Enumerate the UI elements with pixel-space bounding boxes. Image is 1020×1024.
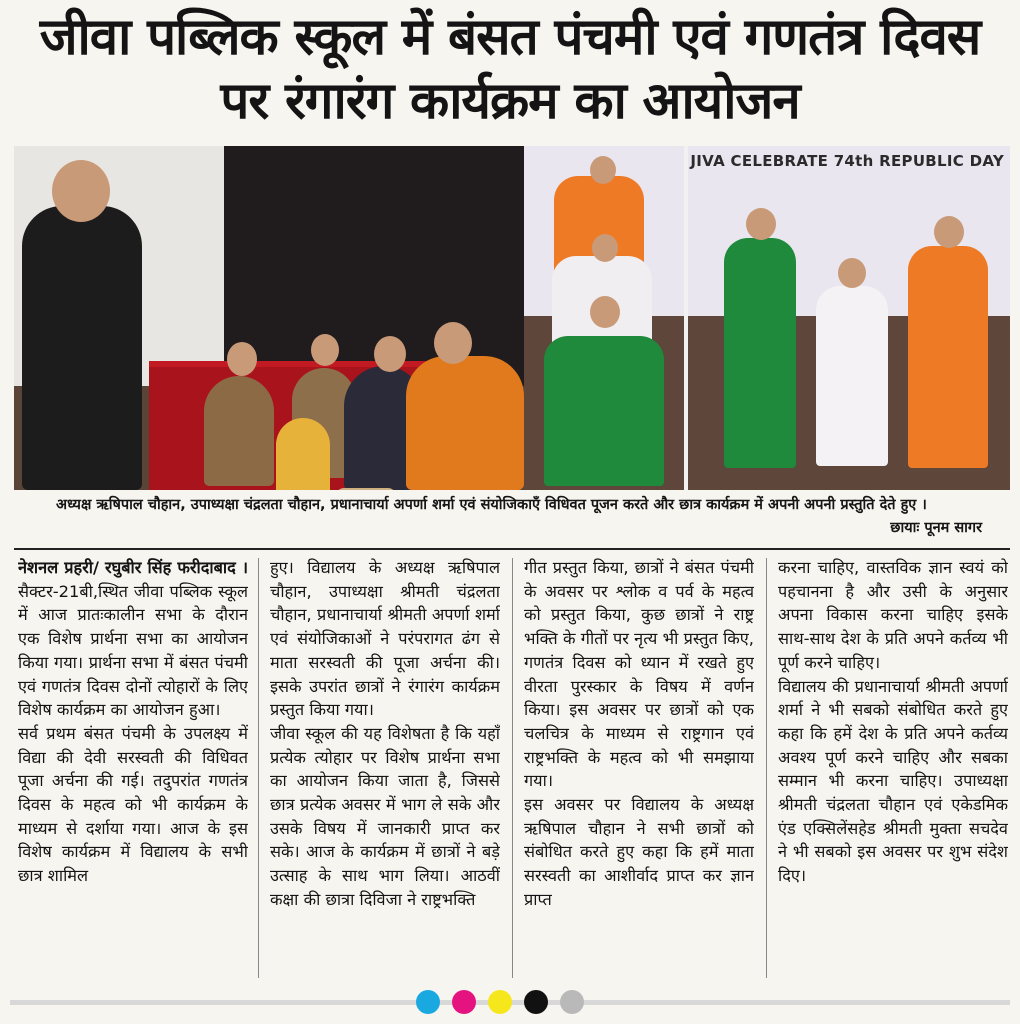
paragraph <box>18 556 248 722</box>
dateline: नेशनल प्रहरी/ रघुबीर सिंह फरीदाबाद । <box>18 558 248 577</box>
paragraph: गीत प्रस्तुत किया, छात्रों ने बंसत पंचमी के अवसर पर श्लोक व पर्व के महत्व को प्रस्तुत किया, कुछ छात्रों ने राष्ट्र भक्ति के गीतों पर नृत्य भी प्रस्तुत किए, गणतंत्र दिवस को ध्यान में रखते हुए वीरता पुरस्कार के विषय में वर्णन किया। इस अवसर पर छात्रों को एक चलचित्र के माध्यम से राष्ट्रगान एवं राष्ट्रभक्ति के महत्व को भी समझाया गया। <box>524 558 754 791</box>
saraswati-idol <box>276 418 330 490</box>
yellow-swatch <box>488 990 512 1014</box>
dancer-green <box>544 336 664 486</box>
person-head <box>374 336 406 372</box>
article-column-1 <box>18 556 248 984</box>
photo-dance-performance <box>524 146 1010 490</box>
headline-line-1: जीवा पब्लिक स्कूल में बंसत पंचमी एवं गणतंत्र दिवस <box>39 8 981 67</box>
dancer-white <box>816 286 888 466</box>
caption-text: अध्यक्ष ऋषिपाल चौहान, उपाध्यक्षा चंद्रलता चौहान, प्रधानाचार्या अपर्णा शर्मा एवं संयोजिकाएँ विधिवत पूजन करते और छात्र कार्यक्रम में अपनी अपनी प्रस्तुति देते हुए । <box>56 497 927 513</box>
paragraph-text: सैक्टर-21बी,स्थित जीवा पब्लिक स्कूल में आज प्रातःकालीन सभा के दौरान एक विशेष प्रार्थना सभा का आयोजन किया गया। प्रार्थना सभा में बंसत पंचमी एवं गणतंत्र दिवस दोनों त्योहारों के लिए विशेष कार्यक्रम का आयोजन हुआ। <box>18 581 248 720</box>
black-swatch <box>524 990 548 1014</box>
paragraph: जीवा स्कूल की यह विशेषता है कि यहाँ प्रत्येक त्योहार पर विशेष प्रार्थना सभा का आयोजन किया जाता है, जिससे छात्र प्रत्येक अवसर में भाग ले सके और उसके विषय में जानकारी प्राप्त कर सके। आज के कार्यक्रम में छात्रों ने बड़े उत्साह के साथ भाग लिया। आठवीं कक्षा की छात्रा दिविजा ने राष्ट्रभक्ति <box>270 723 500 909</box>
article-column-4 <box>778 556 1008 984</box>
headline <box>0 6 1020 134</box>
dancer-orange <box>908 246 988 468</box>
person-principal <box>406 356 524 490</box>
person-head <box>311 334 339 366</box>
paragraph: करना चाहिए, वास्तविक ज्ञान स्वयं को पहचानना है और उसी के अनुसार अपना विकास करना चाहिए इसके साथ-साथ देश के प्रति अपने कर्तव्य भी पूर्ण करने चाहिए। <box>778 558 1008 672</box>
republic-day-banner: JIVA CELEBRATE 74th REPUBLIC DAY <box>690 152 1004 170</box>
article-column-2 <box>270 556 500 984</box>
person-head <box>52 160 110 222</box>
paragraph: हुए। विद्यालय के अध्यक्ष ऋषिपाल चौहान, उपाध्यक्षा श्रीमती चंद्रलता चौहान, प्रधानाचार्या श्रीमती अपर्णा शर्मा एवं संयोजिकाओं ने परंपरागत ढंग से माता सरस्वती की पूजा अर्चना की। इसके उपरांत छात्रों ने रंगारंग कार्यक्रम प्रस्तुत किया गया। <box>270 558 500 720</box>
paragraph: सर्व प्रथम बंसत पंचमी के उपलक्ष्य में विद्या की देवी सरस्वती की विधिवत पूजा अर्चना की गई। तदुपरांत गणतंत्र दिवस के महत्व को भी कार्यक्रम के माध्यम से दर्शाया गया। आज के इस विशेष कार्यक्रम में विद्यालय के सभी छात्र शामिल <box>18 723 248 886</box>
article-column-3 <box>524 556 754 984</box>
paragraph: विद्यालय की प्रधानाचार्या श्रीमती अपर्णा शर्मा ने भी सबको संबोधित करते हुए कहा कि हमें देश के प्रति अपने कर्तव्य अवश्य पूर्ण करने चाहिए और सबका सम्मान भी करना चाहिए। उपाध्यक्षा श्रीमती चंद्रलता चौहान एवं एकेडमिक एंड एक्सिलेंसहेड श्रीमती मुक्ता सचदेव ने भी सबको इस अवसर पर शुभ संदेश दिए। <box>778 676 1008 886</box>
dancer-head <box>746 208 776 240</box>
dancer-head <box>838 258 866 288</box>
person-head <box>434 322 472 364</box>
dancer-head <box>934 216 964 248</box>
column-rule <box>258 558 259 978</box>
article-body <box>18 556 1008 984</box>
cyan-swatch <box>416 990 440 1014</box>
dancer-head <box>592 234 618 262</box>
person-staff <box>204 376 274 486</box>
dancer-head <box>590 296 620 328</box>
headline-line-2: पर रंगारंग कार्यक्रम का आयोजन <box>220 72 800 131</box>
column-rule <box>766 558 767 978</box>
column-rule <box>512 558 513 978</box>
photo-credit: छायाः पूनम सागर <box>890 520 982 536</box>
photo-divider <box>684 146 688 490</box>
photo-puja-ceremony <box>14 146 524 490</box>
person-chairman <box>22 206 142 490</box>
photo-caption <box>14 490 1010 550</box>
dancer-head <box>590 156 616 184</box>
dancer-green <box>724 238 796 468</box>
paragraph: इस अवसर पर विद्यालय के अध्यक्ष ऋषिपाल चौहान ने सभी छात्रों को संबोधित करते हुए कहा कि हमें माता सरस्वती का आशीर्वाद प्राप्त कर ज्ञान प्राप्त <box>524 795 754 909</box>
news-photo <box>14 146 1010 490</box>
person-head <box>227 342 257 376</box>
gray-swatch <box>560 990 584 1014</box>
magenta-swatch <box>452 990 476 1014</box>
print-registration-bar <box>0 990 1020 1014</box>
